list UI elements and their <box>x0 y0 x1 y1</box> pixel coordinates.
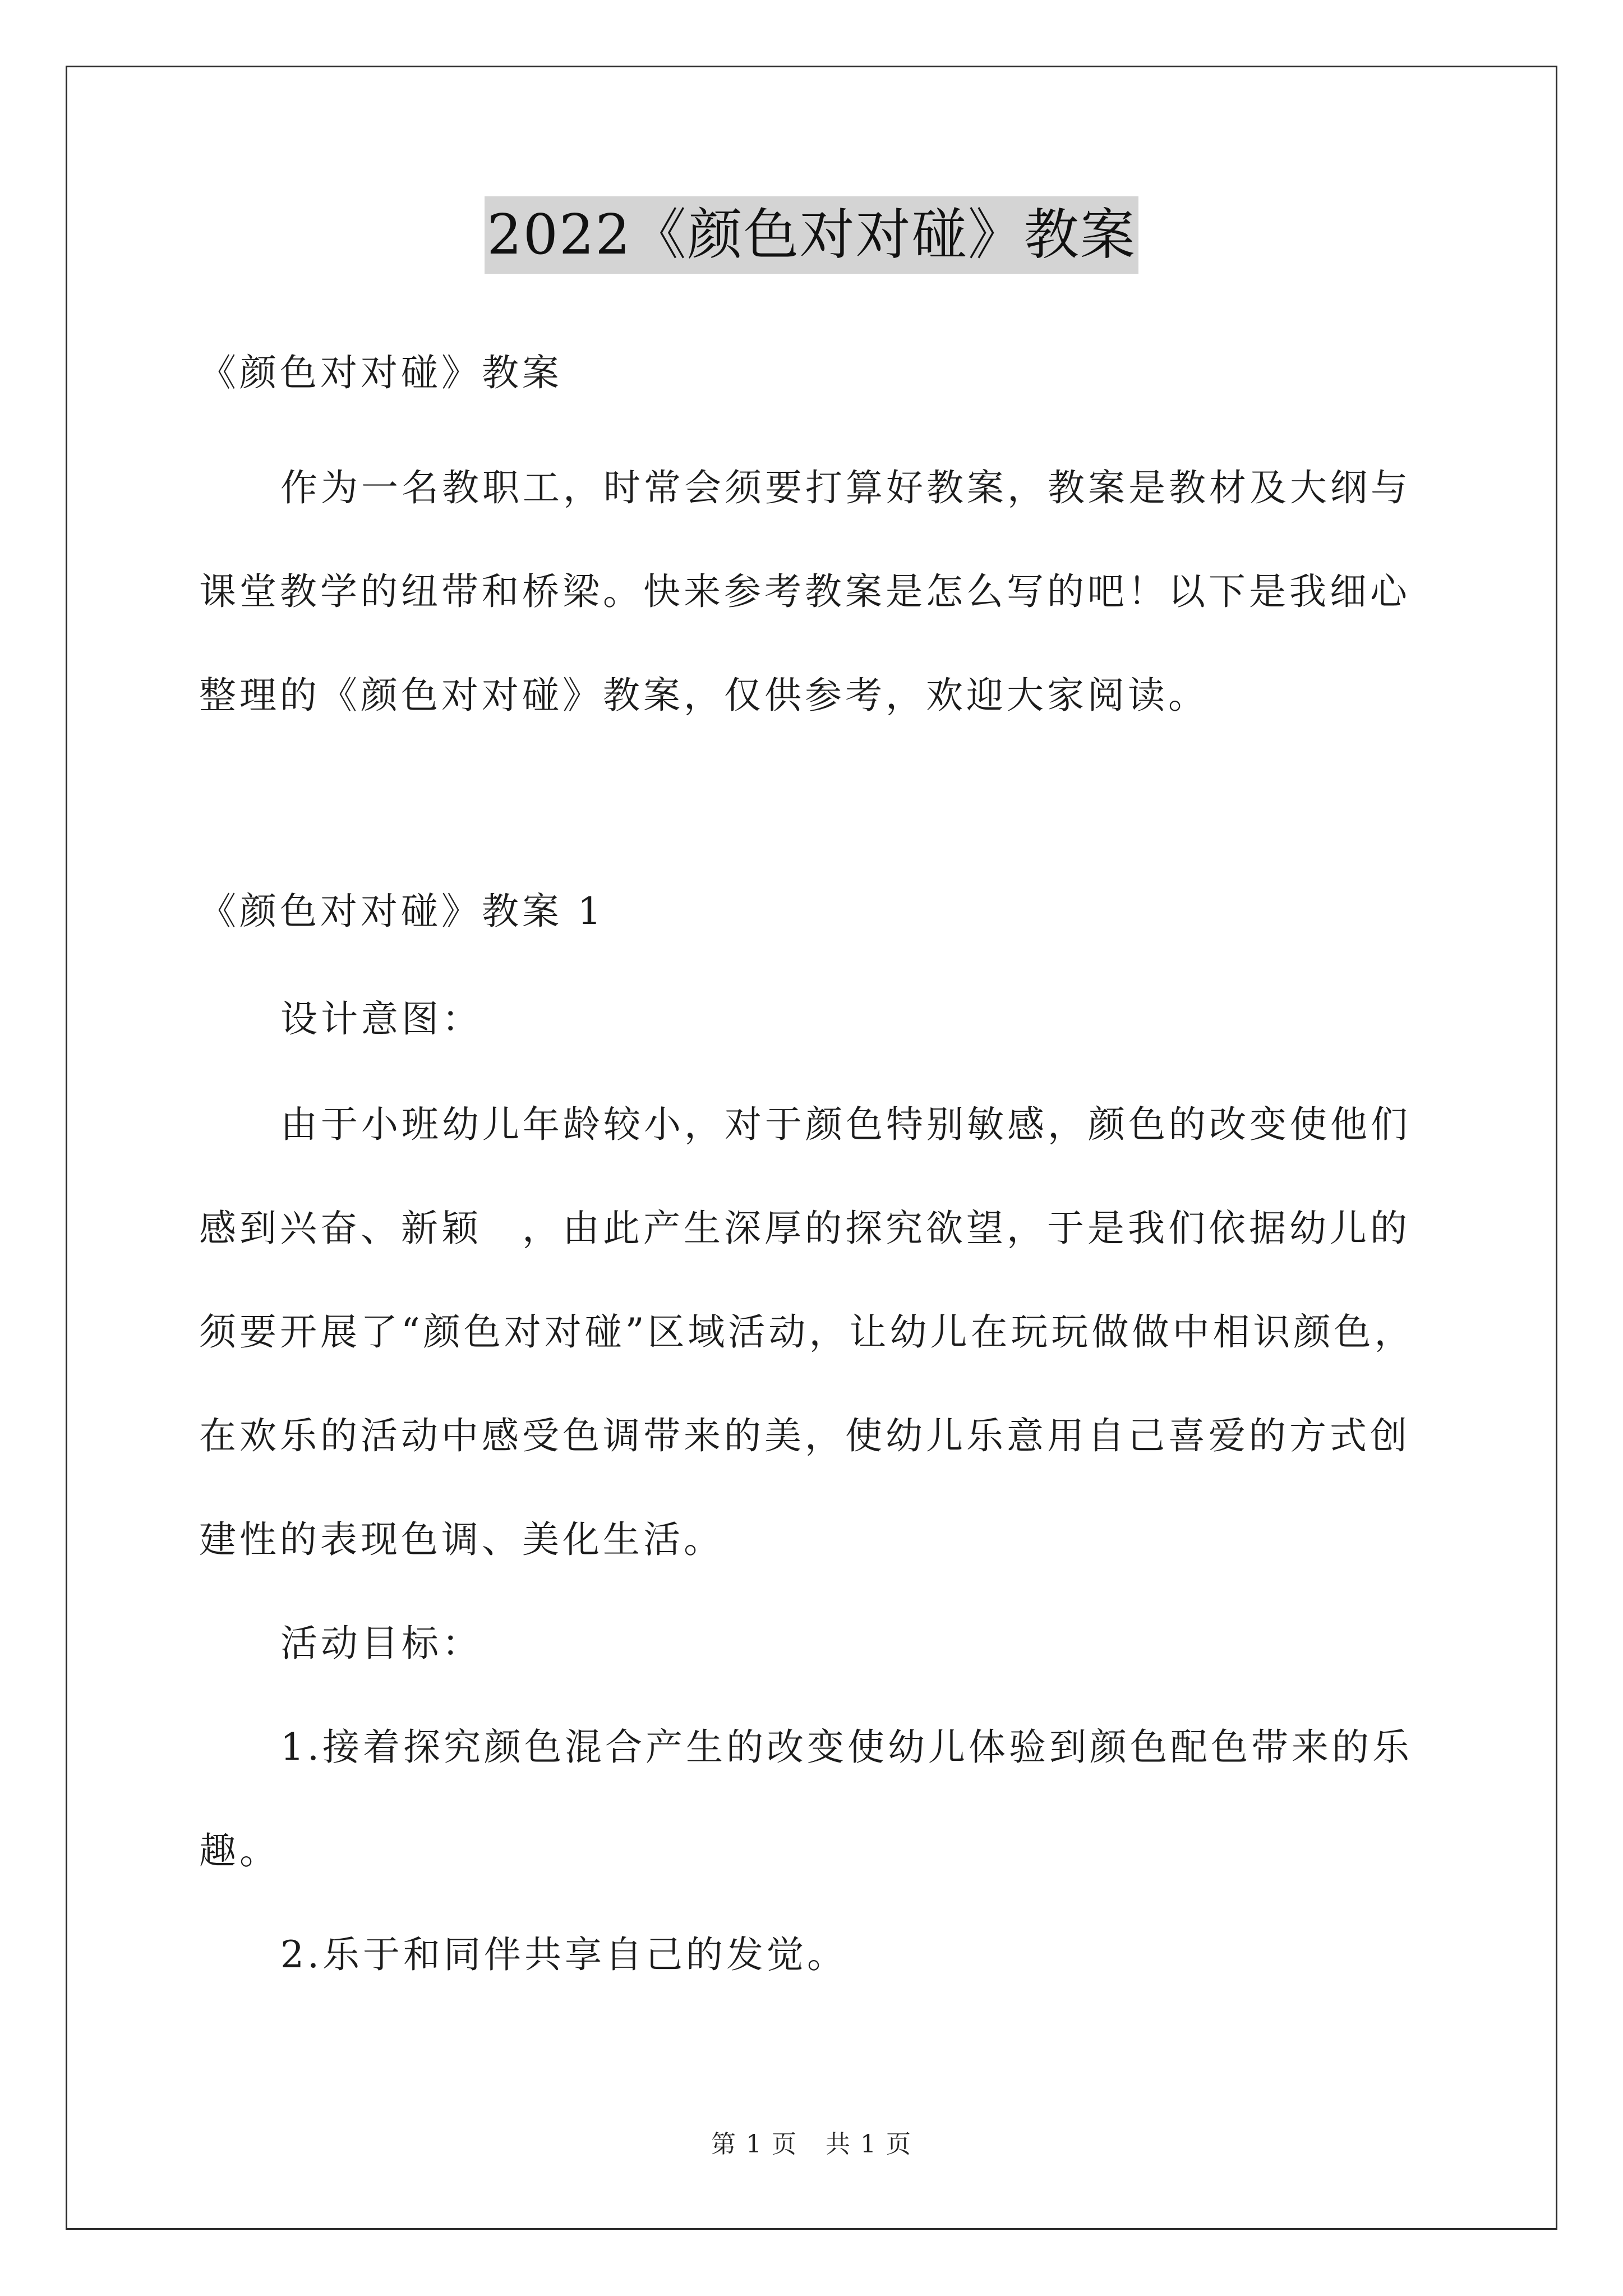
design-line-2: 感到兴奋、新颖 ，由此产生深厚的探究欲望，于是我们依据幼儿的 <box>199 1207 1410 1250</box>
design-line-1: 由于小班幼儿年龄较小，对于颜色特别敏感，颜色的改变使他们 <box>280 1103 1411 1146</box>
design-line-5: 建性的表现色调、美化生活。 <box>199 1518 724 1561</box>
page-number: 第 1 页 <box>711 2130 797 2159</box>
goal-2: 2.乐于和同伴共享自己的发觉。 <box>280 1933 847 1976</box>
goal-1-line-1: 1.接着探究颜色混合产生的改变使幼儿体验到颜色配色带来的乐 <box>280 1726 1413 1769</box>
page-footer <box>0 2129 1623 2160</box>
intro-line-2: 课堂教学的纽带和桥梁。快来参考教案是怎么写的吧！以下是我细心 <box>199 570 1410 613</box>
title-container <box>0 196 1623 274</box>
section-heading: 《颜色对对碰》教案 1 <box>199 890 605 933</box>
intro-line-1: 作为一名教职工，时常会须要打算好教案，教案是教材及大纲与 <box>280 466 1411 509</box>
goals-heading: 活动目标： <box>280 1622 482 1665</box>
document-title: 2022《颜色对对碰》教案 <box>485 196 1138 274</box>
goal-1-line-2: 趣。 <box>199 1829 280 1872</box>
page-total: 共 1 页 <box>826 2130 912 2159</box>
intro-line-3: 整理的《颜色对对碰》教案，仅供参考，欢迎大家阅读。 <box>199 674 1209 717</box>
subtitle: 《颜色对对碰》教案 <box>199 351 562 394</box>
design-line-3: 须要开展了“颜色对对碰”区域活动，让幼儿在玩玩做做中相识颜色， <box>199 1310 1415 1354</box>
design-line-4: 在欢乐的活动中感受色调带来的美，使幼儿乐意用自己喜爱的方式创 <box>199 1414 1410 1457</box>
design-heading: 设计意图： <box>280 997 482 1041</box>
